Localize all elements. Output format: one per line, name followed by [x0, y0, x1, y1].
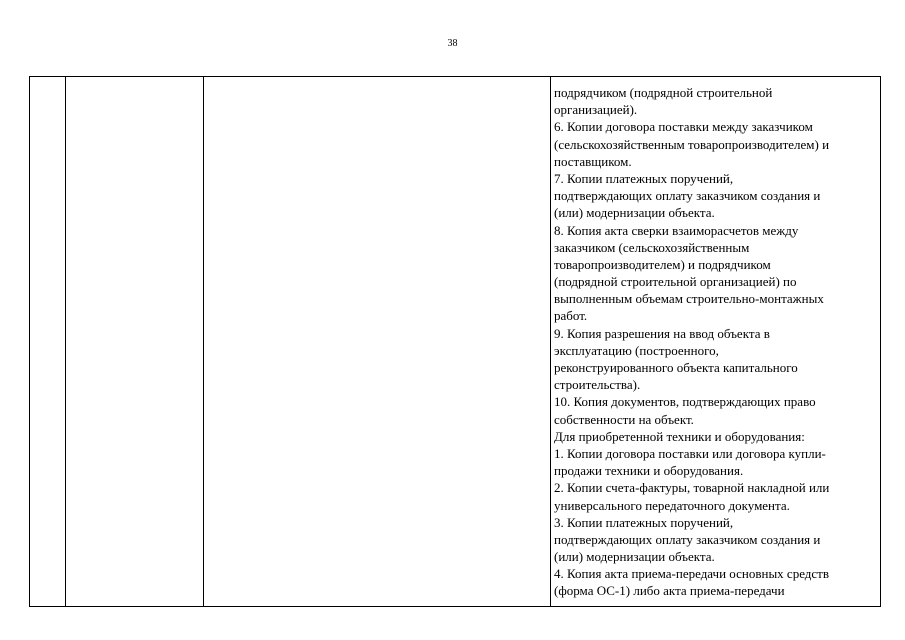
text-line: 10. Копия документов, подтверждающих право [554, 394, 816, 410]
text-line: 1. Копии договора поставки или договора купли- [554, 445, 826, 461]
text-line: 9. Копия разрешения на ввод объекта в [554, 325, 770, 341]
page-number: 38 [447, 38, 458, 49]
text-line: собственности на объект. [554, 411, 694, 427]
text-line: выполненным объемам строительно-монтажных [554, 291, 824, 307]
document-requirements-text [551, 77, 880, 600]
table-row [30, 77, 881, 607]
text-line: 4. Копия акта приема-передачи основных средств [554, 566, 829, 582]
text-line: (подрядной строительной организацией) по [554, 274, 797, 290]
text-line: 2. Копии счета-фактуры, товарной накладной или [554, 480, 830, 496]
text-line: (или) модернизации объекта. [554, 205, 715, 221]
text-line: заказчиком (сельскохозяйственным [554, 239, 750, 255]
text-line: (или) модернизации объекта. [554, 549, 715, 565]
text-line: Для приобретенной техники и оборудования: [554, 428, 805, 444]
text-line: 8. Копия акта сверки взаиморасчетов между [554, 222, 799, 238]
text-line: работ. [554, 308, 588, 324]
text-line: реконструированного объекта капитального [554, 360, 798, 375]
table-cell-column-2 [66, 77, 204, 607]
text-line: эксплуатацию (построенного, [554, 342, 719, 358]
text-line: подрядчиком (подрядной строительной [554, 85, 773, 100]
text-line: (сельскохозяйственным товаропроизводителем) и [554, 136, 830, 152]
text-line: товаропроизводителем) и подрядчиком [554, 256, 771, 272]
text-line: продажи техники и оборудования. [554, 463, 744, 479]
text-line: универсального передаточного документа. [554, 497, 790, 513]
table-cell-column-1 [30, 77, 66, 607]
text-line: строительства). [554, 377, 641, 393]
text-line: 3. Копии платежных поручений, [554, 514, 734, 530]
text-line: поставщиком. [554, 153, 632, 169]
text-line: организацией). [554, 102, 638, 118]
text-line: 7. Копии платежных поручений, [554, 170, 734, 186]
table-cell-column-4 [551, 77, 881, 607]
text-line: 6. Копии договора поставки между заказчиком [554, 119, 813, 135]
table-cell-column-3 [204, 77, 551, 607]
text-line: подтверждающих оплату заказчиком создания и [554, 188, 821, 204]
text-line: (форма ОС-1) либо акта приема-передачи [554, 583, 785, 599]
text-line: подтверждающих оплату заказчиком создания и [554, 531, 821, 547]
document-table [29, 76, 881, 607]
